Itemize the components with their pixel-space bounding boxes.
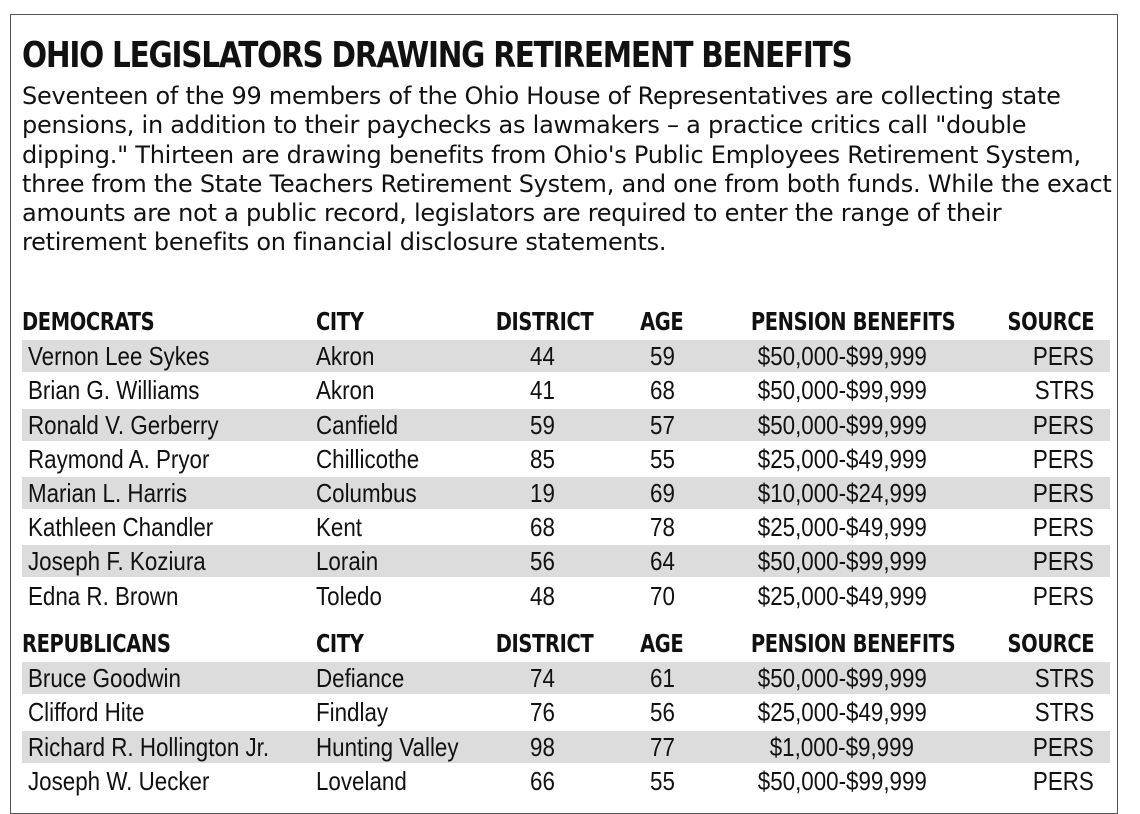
table-row [22, 731, 1110, 763]
legislator-city-cell [316, 443, 496, 475]
legislator-name-cell [28, 374, 318, 406]
legislator-name: Marian L. Harris [28, 478, 188, 508]
legislator-city: Columbus [316, 478, 417, 508]
legislator-city: Hunting Valley [316, 731, 459, 762]
legislator-district: 44 [529, 341, 555, 372]
legislator-pension: $25,000-$49,999 [757, 580, 927, 611]
legislator-pension-cell [722, 340, 962, 372]
legislator-name-cell [28, 662, 318, 694]
legislator-name: Bruce Goodwin [28, 663, 181, 694]
legislator-age-cell [627, 374, 697, 406]
column-header-district: DISTRICT [495, 629, 594, 658]
table-row [22, 545, 1110, 577]
legislator-name-cell [28, 477, 318, 509]
legislator-district: 19 [529, 478, 555, 508]
legislator-source-cell [972, 545, 1094, 577]
column-header-city-cell [316, 306, 496, 338]
legislator-district-cell [482, 580, 602, 612]
table-row [22, 477, 1110, 509]
legislator-pension: $50,000-$99,999 [757, 546, 927, 577]
legislator-age: 56 [649, 697, 675, 728]
legislator-name: Brian G. Williams [28, 375, 200, 406]
legislator-source: PERS [1033, 512, 1094, 543]
legislator-pension: $10,000-$24,999 [757, 478, 927, 508]
legislator-source: PERS [1033, 765, 1094, 796]
legislator-city-cell [316, 545, 496, 577]
legislator-district-cell [482, 662, 602, 694]
legislator-name-cell [28, 409, 318, 441]
legislator-pension: $50,000-$99,999 [757, 765, 927, 796]
legislator-pension: $1,000-$9,999 [769, 731, 915, 762]
legislator-name-cell [28, 580, 318, 612]
legislator-name-cell [28, 340, 318, 372]
legislator-district: 66 [529, 765, 555, 796]
legislator-name: Joseph F. Koziura [28, 546, 206, 577]
legislator-city: Defiance [316, 663, 405, 694]
legislator-source: PERS [1033, 443, 1094, 474]
column-header-age: AGE [640, 629, 684, 658]
column-header-age-cell [627, 628, 697, 660]
legislator-district: 85 [529, 443, 555, 474]
table-row [22, 662, 1110, 694]
table-row [22, 696, 1110, 728]
column-header-city: CITY [316, 307, 364, 336]
democrats-header-row [22, 306, 1110, 338]
legislator-age: 68 [649, 375, 675, 406]
legislator-city-cell [316, 662, 496, 694]
republicans-heading-cell [22, 628, 312, 660]
legislator-name-cell [28, 511, 318, 543]
legislator-city: Kent [316, 512, 363, 543]
column-header-district: DISTRICT [495, 307, 594, 336]
legislator-age-cell [627, 340, 697, 372]
table-row [22, 765, 1110, 797]
legislator-age: 61 [649, 663, 675, 694]
legislator-city-cell [316, 580, 496, 612]
legislator-pension-cell [722, 580, 962, 612]
legislator-source: STRS [1034, 375, 1094, 406]
legislator-city: Chillicothe [316, 443, 420, 474]
legislator-district: 41 [529, 375, 555, 406]
legislator-age-cell [627, 409, 697, 441]
legislator-district: 56 [529, 546, 555, 577]
republicans-header-row [22, 628, 1110, 660]
table-row [22, 511, 1110, 543]
legislator-source: STRS [1034, 697, 1094, 728]
legislator-name-cell [28, 731, 318, 763]
legislator-age-cell [627, 545, 697, 577]
legislator-city: Lorain [316, 546, 379, 577]
legislator-district-cell [482, 765, 602, 797]
legislator-district: 98 [529, 731, 555, 762]
page-title: OHIO LEGISLATORS DRAWING RETIREMENT BENEFITS [22, 35, 852, 76]
legislator-district: 76 [529, 697, 555, 728]
legislator-source: PERS [1033, 409, 1094, 440]
legislator-name-cell [28, 443, 318, 475]
legislator-pension-cell [722, 477, 962, 509]
legislator-name: Joseph W. Uecker [28, 765, 210, 796]
legislator-city-cell [316, 696, 496, 728]
legislator-source: PERS [1033, 478, 1094, 508]
legislator-pension: $50,000-$99,999 [757, 409, 927, 440]
legislator-district-cell [482, 443, 602, 475]
legislator-pension: $25,000-$49,999 [757, 697, 927, 728]
legislator-source-cell [972, 443, 1094, 475]
legislator-city: Findlay [316, 697, 389, 728]
legislator-pension: $50,000-$99,999 [757, 375, 927, 406]
legislator-district: 48 [529, 580, 555, 611]
legislator-source-cell [972, 765, 1094, 797]
legislator-city: Loveland [316, 765, 407, 796]
column-header-district-cell [482, 306, 602, 338]
legislator-source-cell [972, 662, 1094, 694]
column-header-pension-benefits: PENSION BENEFITS [750, 307, 956, 336]
column-header-pension-benefits: PENSION BENEFITS [750, 629, 956, 658]
legislator-source-cell [972, 477, 1094, 509]
legislator-city-cell [316, 477, 496, 509]
legislator-city-cell [316, 374, 496, 406]
legislator-pension-cell [722, 696, 962, 728]
legislator-pension-cell [722, 511, 962, 543]
table-row [22, 443, 1110, 475]
legislator-source-cell [972, 696, 1094, 728]
legislator-source: PERS [1033, 341, 1094, 372]
legislator-age: 57 [649, 409, 675, 440]
table-row [22, 374, 1110, 406]
legislator-source-cell [972, 409, 1094, 441]
column-header-age: AGE [640, 307, 684, 336]
legislator-district-cell [482, 477, 602, 509]
legislator-pension: $25,000-$49,999 [757, 512, 927, 543]
legislator-source-cell [972, 511, 1094, 543]
legislator-district-cell [482, 696, 602, 728]
legislator-source-cell [972, 374, 1094, 406]
legislator-pension: $25,000-$49,999 [757, 443, 927, 474]
column-header-source-cell [972, 628, 1094, 660]
legislator-pension-cell [722, 409, 962, 441]
legislator-district-cell [482, 545, 602, 577]
legislator-district: 74 [529, 663, 555, 694]
legislator-age: 69 [649, 478, 675, 508]
column-header-source: SOURCE [1007, 307, 1094, 336]
legislator-name: Clifford Hite [28, 697, 145, 728]
table-row [22, 340, 1110, 372]
legislator-city: Akron [316, 375, 375, 406]
legislator-pension: $50,000-$99,999 [757, 663, 927, 694]
legislator-pension-cell [722, 443, 962, 475]
legislator-age-cell [627, 662, 697, 694]
legislator-pension-cell [722, 662, 962, 694]
legislator-age: 70 [649, 580, 675, 611]
legislator-district: 68 [529, 512, 555, 543]
legislator-age-cell [627, 477, 697, 509]
column-header-pension-benefits-cell [722, 306, 962, 338]
column-header-age-cell [627, 306, 697, 338]
legislator-age: 55 [649, 443, 675, 474]
legislator-name-cell [28, 696, 318, 728]
legislator-age: 55 [649, 765, 675, 796]
legislator-city-cell [316, 340, 496, 372]
republicans-heading: REPUBLICANS [22, 629, 171, 658]
legislator-name: Richard R. Hollington Jr. [28, 731, 270, 762]
democrats-heading: DEMOCRATS [22, 307, 155, 336]
legislator-name: Raymond A. Pryor [28, 443, 210, 474]
legislator-city-cell [316, 731, 496, 763]
legislator-source: STRS [1034, 663, 1094, 694]
column-header-source-cell [972, 306, 1094, 338]
column-header-pension-benefits-cell [722, 628, 962, 660]
legislator-district-cell [482, 340, 602, 372]
legislator-age: 64 [649, 546, 675, 577]
legislator-name: Edna R. Brown [28, 580, 179, 611]
legislator-age-cell [627, 731, 697, 763]
legislator-pension-cell [722, 545, 962, 577]
legislator-city: Akron [316, 341, 375, 372]
column-header-city-cell [316, 628, 496, 660]
legislator-source-cell [972, 580, 1094, 612]
legislator-name: Ronald V. Gerberry [28, 409, 219, 440]
legislator-district-cell [482, 731, 602, 763]
legislator-pension: $50,000-$99,999 [757, 341, 927, 372]
democrats-heading-cell [22, 306, 312, 338]
legislator-name: Kathleen Chandler [28, 512, 214, 543]
column-header-city: CITY [316, 629, 364, 658]
legislator-age-cell [627, 511, 697, 543]
legislator-name-cell [28, 765, 318, 797]
legislator-source: PERS [1033, 546, 1094, 577]
legislator-district-cell [482, 409, 602, 441]
legislator-source: PERS [1033, 731, 1094, 762]
legislator-city: Canfield [316, 409, 399, 440]
legislator-pension-cell [722, 374, 962, 406]
legislator-age-cell [627, 580, 697, 612]
legislator-name: Vernon Lee Sykes [28, 341, 210, 372]
legislator-age: 78 [649, 512, 675, 543]
legislator-district-cell [482, 374, 602, 406]
legislator-name-cell [28, 545, 318, 577]
legislator-age-cell [627, 765, 697, 797]
column-header-district-cell [482, 628, 602, 660]
legislator-district: 59 [529, 409, 555, 440]
legislator-age-cell [627, 696, 697, 728]
legislator-source-cell [972, 731, 1094, 763]
legislator-source: PERS [1033, 580, 1094, 611]
legislator-district-cell [482, 511, 602, 543]
legislator-city-cell [316, 511, 496, 543]
column-header-source: SOURCE [1007, 629, 1094, 658]
legislator-age: 59 [649, 341, 675, 372]
legislator-pension-cell [722, 765, 962, 797]
table-row [22, 580, 1110, 612]
legislator-city: Toledo [316, 580, 382, 611]
table-row [22, 409, 1110, 441]
legislator-city-cell [316, 765, 496, 797]
legislator-pension-cell [722, 731, 962, 763]
legislator-age: 77 [649, 731, 675, 762]
legislator-source-cell [972, 340, 1094, 372]
intro-paragraph: Seventeen of the 99 members of the Ohio House of Representatives are collecting state pensions, in addition to their paychecks as lawmakers – a practice critics call "double dipping." Thirteen are drawing benefits from Ohio's Public Employees Retirement System, three from the State Teachers Retirement System, and one from both funds. While the exact amounts are not a public record, legislators are required to enter the range of their retirement benefits on financial disclosure statements. [22, 82, 1112, 257]
legislator-age-cell [627, 443, 697, 475]
legislator-city-cell [316, 409, 496, 441]
